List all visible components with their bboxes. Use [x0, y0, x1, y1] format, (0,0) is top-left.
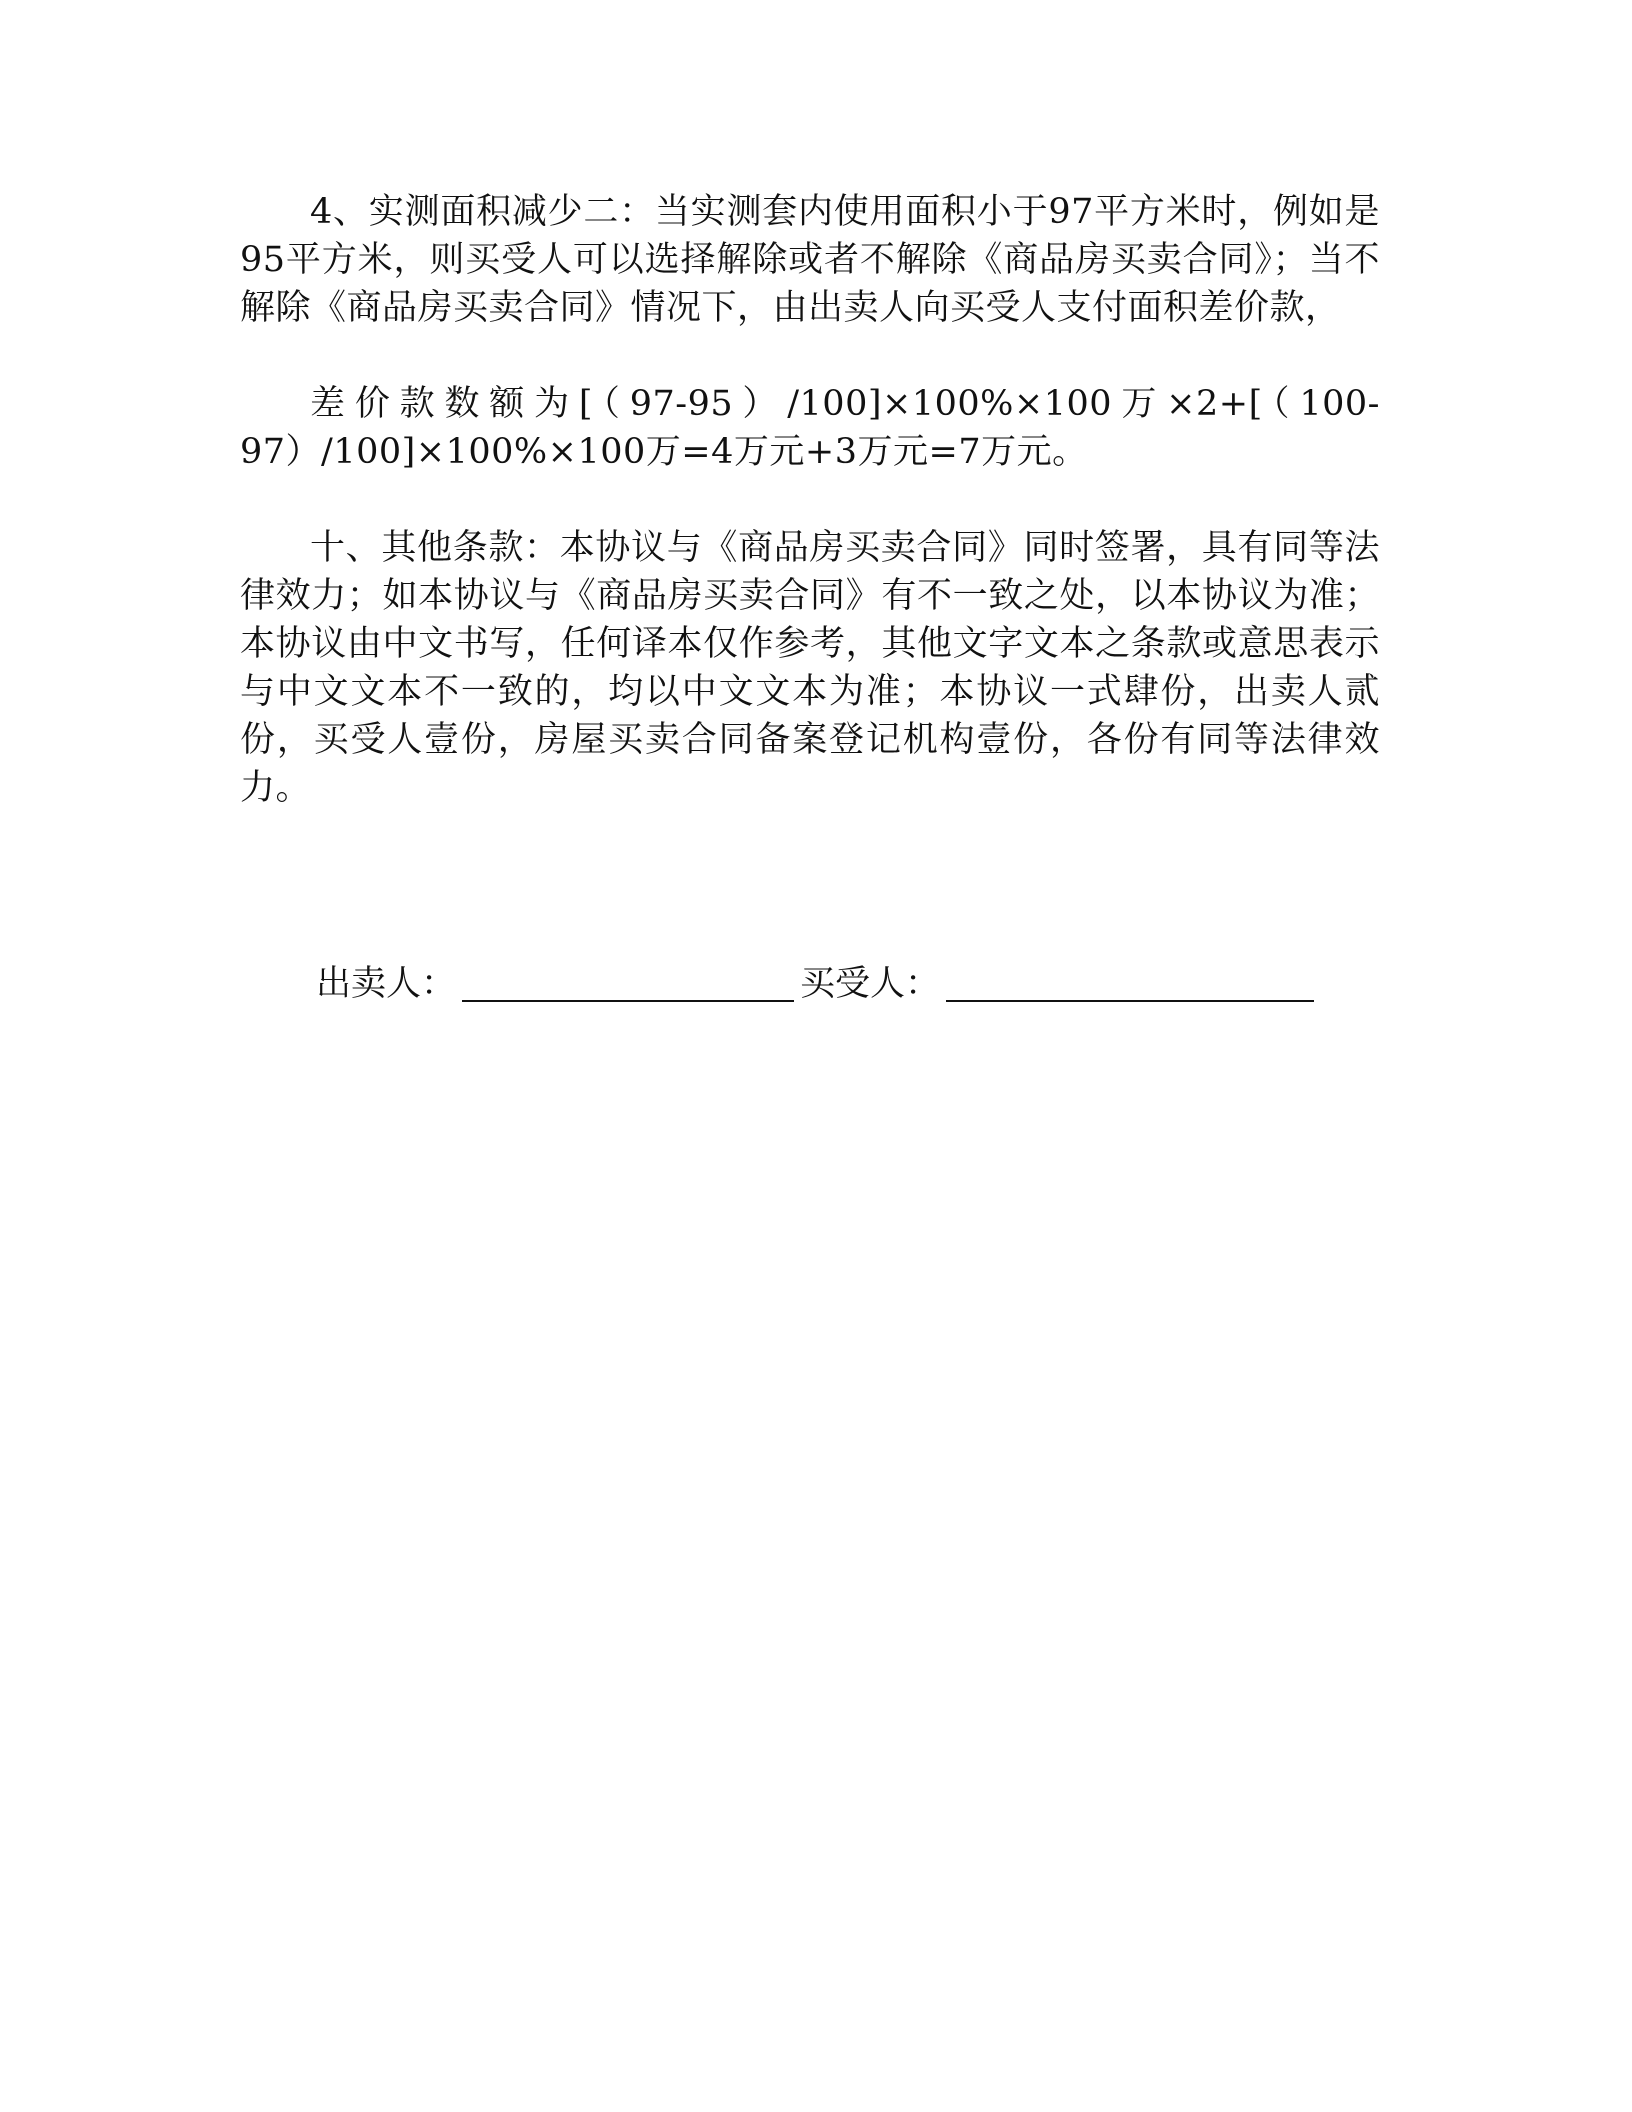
document-body [240, 188, 1380, 812]
seller-signature-line [462, 962, 794, 1002]
buyer-signature-label: 买受人： [800, 964, 941, 1004]
seller-signature-label: 出卖人： [316, 964, 457, 1004]
signature-row [316, 960, 1314, 1008]
clause-other-terms: 十、其他条款：本协议与《商品房买卖合同》同时签署，具有同等法律效力；如本协议与《商品房买卖合同》有不一致之处，以本协议为准；本协议由中文书写，任何译本仅作参考，其他文字文本之条款或意思表示与中文文本不一致的，均以中文文本为准；本协议一式肆份，出卖人贰份，买受人壹份，房屋买卖合同备案登记机构壹份，各份有同等法律效力。 [240, 528, 1380, 808]
buyer-signature-line [946, 962, 1314, 1002]
clause-area-reduction: 4、实测面积减少二：当实测套内使用面积小于97平方米时，例如是95平方米，则买受人可以选择解除或者不解除《商品房买卖合同》；当不解除《商品房买卖合同》情况下，由出卖人向买受人支付面积差价款， [240, 192, 1380, 328]
price-difference-formula: 差价款数额为[（97-95）/100]×100%×100万×2+[（100-97）/100]×100%×100万=4万元+3万元=7万元。 [240, 384, 1380, 472]
